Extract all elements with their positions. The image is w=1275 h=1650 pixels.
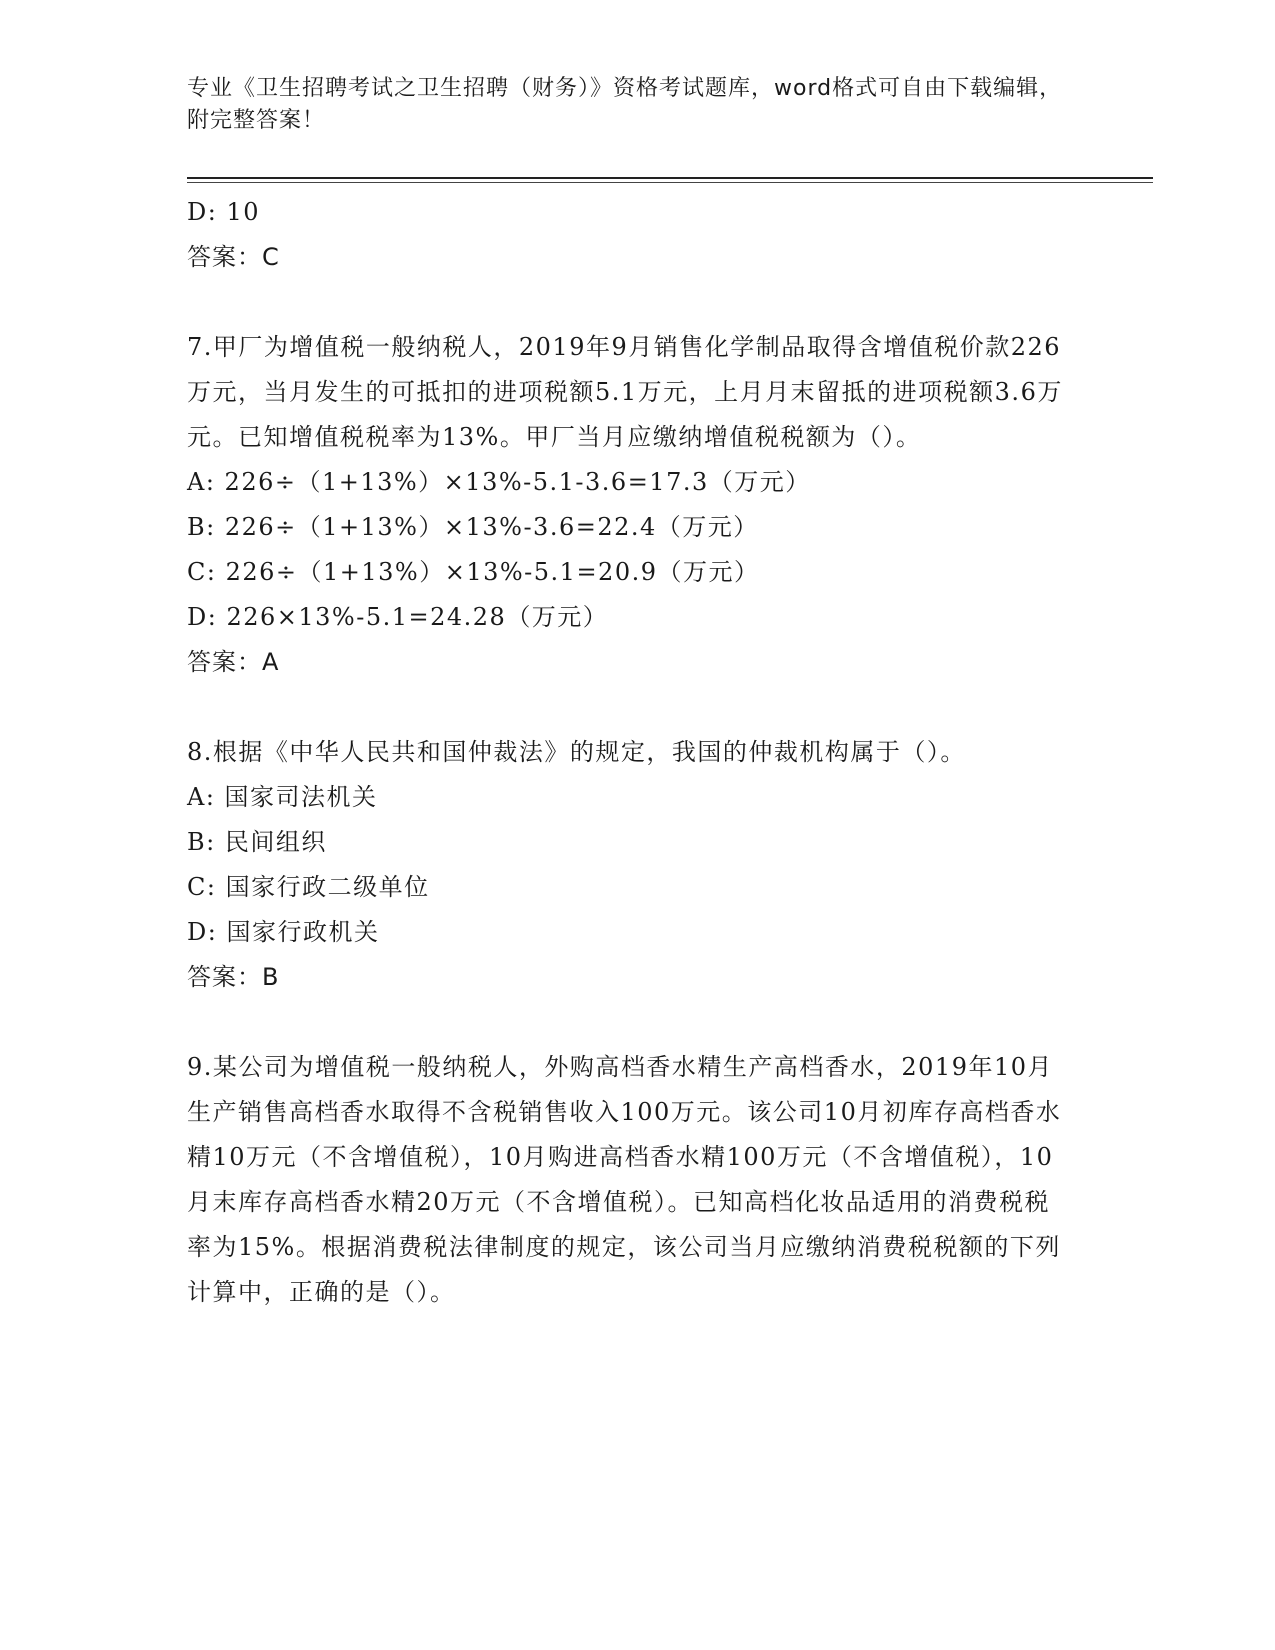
- question-7: [187, 325, 1067, 685]
- header-divider-thin: [187, 182, 1153, 183]
- question-stem: 9.某公司为增值税一般纳税人，外购高档香水精生产高档香水，2019年10月生产销售高档香水取得不含税销售收入100万元。该公司10月初库存高档香水精10万元（不含增值税），10月购进高档香水精100万元（不含增值税），10月末库存高档香水精20万元（不含增值税）。已知高档化妆品适用的消费税税率为15%。根据消费税法律制度的规定，该公司当月应缴纳消费税税额的下列计算中，正确的是（）。: [187, 1053, 1062, 1306]
- question-9: [187, 1045, 1067, 1315]
- page-content: [187, 190, 1067, 1315]
- spacer: [187, 1000, 1067, 1045]
- question-stem: 8.根据《中华人民共和国仲裁法》的规定，我国的仲裁机构属于（）。: [187, 738, 966, 766]
- answer-line: 答案：A: [187, 648, 280, 676]
- option-c: C: 国家行政二级单位: [187, 873, 430, 901]
- option-d: D: 国家行政机关: [187, 918, 380, 946]
- spacer: [187, 685, 1067, 730]
- option-b: B: 民间组织: [187, 828, 327, 856]
- option-c: C: 226÷（1+13%）×13%-5.1=20.9（万元）: [187, 558, 760, 586]
- answer-line: 答案：C: [187, 243, 280, 271]
- option-d: D: 10: [187, 198, 260, 226]
- header-divider: [187, 177, 1153, 179]
- option-d: D: 226×13%-5.1=24.28（万元）: [187, 603, 609, 631]
- option-b: B: 226÷（1+13%）×13%-3.6=22.4（万元）: [187, 513, 759, 541]
- option-a: A: 国家司法机关: [187, 783, 378, 811]
- answer-line: 答案：B: [187, 963, 280, 991]
- question-8: [187, 730, 1067, 1000]
- question-stem: 7.甲厂为增值税一般纳税人，2019年9月销售化学制品取得含增值税价款226万元，当月发生的可抵扣的进项税额5.1万元，上月月末留抵的进项税额3.6万元。已知增值税税率为13%。甲厂当月应缴纳增值税税额为（）。: [187, 333, 1063, 451]
- option-a: A: 226÷（1+13%）×13%-5.1-3.6=17.3（万元）: [187, 468, 811, 496]
- spacer: [187, 280, 1067, 325]
- page-header: 专业《卫生招聘考试之卫生招聘（财务）》资格考试题库，word格式可自由下载编辑，附完整答案！: [187, 76, 1063, 133]
